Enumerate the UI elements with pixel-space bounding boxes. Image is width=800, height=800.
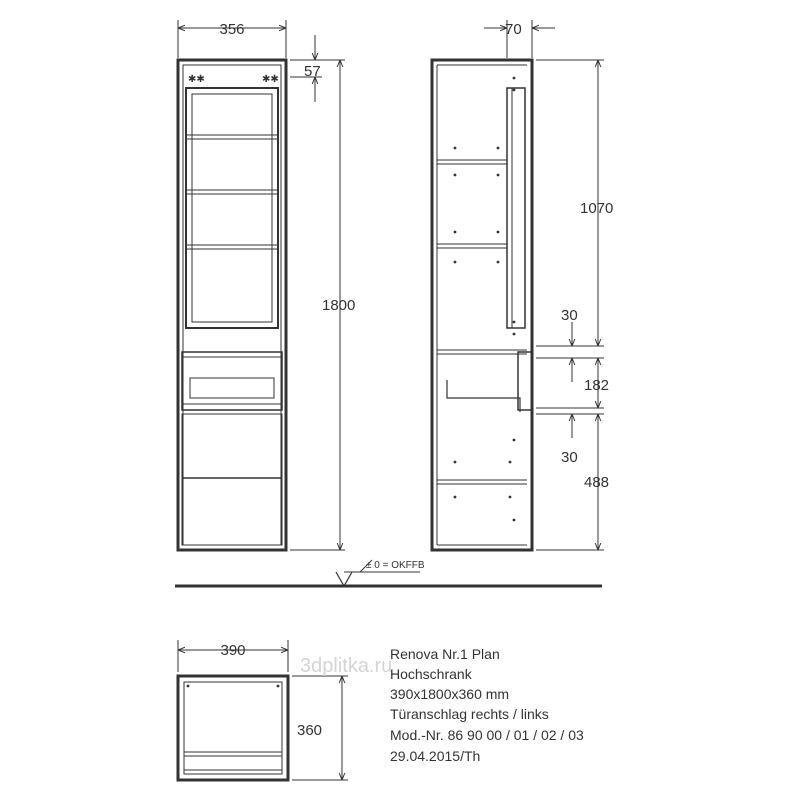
- side-hole-dots: [454, 77, 516, 522]
- info-line-hinge: Türanschlag rechts / links: [390, 706, 549, 722]
- glass-door-frame: [186, 88, 278, 328]
- lower-door: [182, 414, 282, 545]
- info-block: [390, 646, 584, 764]
- front-cabinet-outline: [178, 60, 286, 550]
- dim-label-plan-depth: 360: [297, 722, 323, 739]
- dim-label-front-width: 356: [219, 21, 245, 38]
- dim-label-plan-width: 390: [220, 642, 246, 659]
- info-line-product: Renova Nr.1 Plan: [390, 646, 500, 662]
- front-inner-frame: [183, 65, 281, 545]
- glass-door-inner: [192, 94, 272, 322]
- plan-view: [178, 676, 288, 780]
- svg-text:✱✱: ✱✱: [188, 74, 205, 85]
- svg-text:✱✱: ✱✱: [262, 74, 279, 85]
- dim-label-depth-side: 70: [505, 21, 522, 38]
- drawer-handle: [190, 378, 274, 398]
- info-line-size: 390x1800x360 mm: [390, 686, 510, 702]
- side-upper-door: [507, 88, 525, 328]
- glass-shelves: [186, 135, 278, 249]
- plan-outline: [178, 676, 288, 780]
- dim-label-drawer: 182: [584, 377, 610, 394]
- side-cabinet-outline: [432, 60, 532, 550]
- info-line-model: Mod.-Nr. 86 90 00 / 01 / 02 / 03: [390, 727, 584, 743]
- dim-label-gap-lower: 30: [561, 449, 578, 466]
- dim-label-gap-upper: 30: [561, 307, 578, 324]
- info-line-type: Hochschrank: [390, 666, 472, 682]
- info-line-date: 29.04.2015/Th: [390, 748, 481, 764]
- watermark: 3dplitka.ru: [300, 655, 393, 677]
- drawer-front: [182, 352, 282, 410]
- floor-reference-label: ± 0 = OKFFB: [366, 560, 425, 571]
- dim-label-top-inset: 57: [304, 63, 321, 80]
- side-view: [432, 60, 532, 550]
- dim-label-height-total: 1800: [322, 297, 356, 314]
- side-drawer: [447, 380, 520, 412]
- dim-label-lower-door: 488: [584, 474, 610, 491]
- front-view: [178, 60, 286, 550]
- dim-label-upper-door: 1070: [580, 200, 614, 217]
